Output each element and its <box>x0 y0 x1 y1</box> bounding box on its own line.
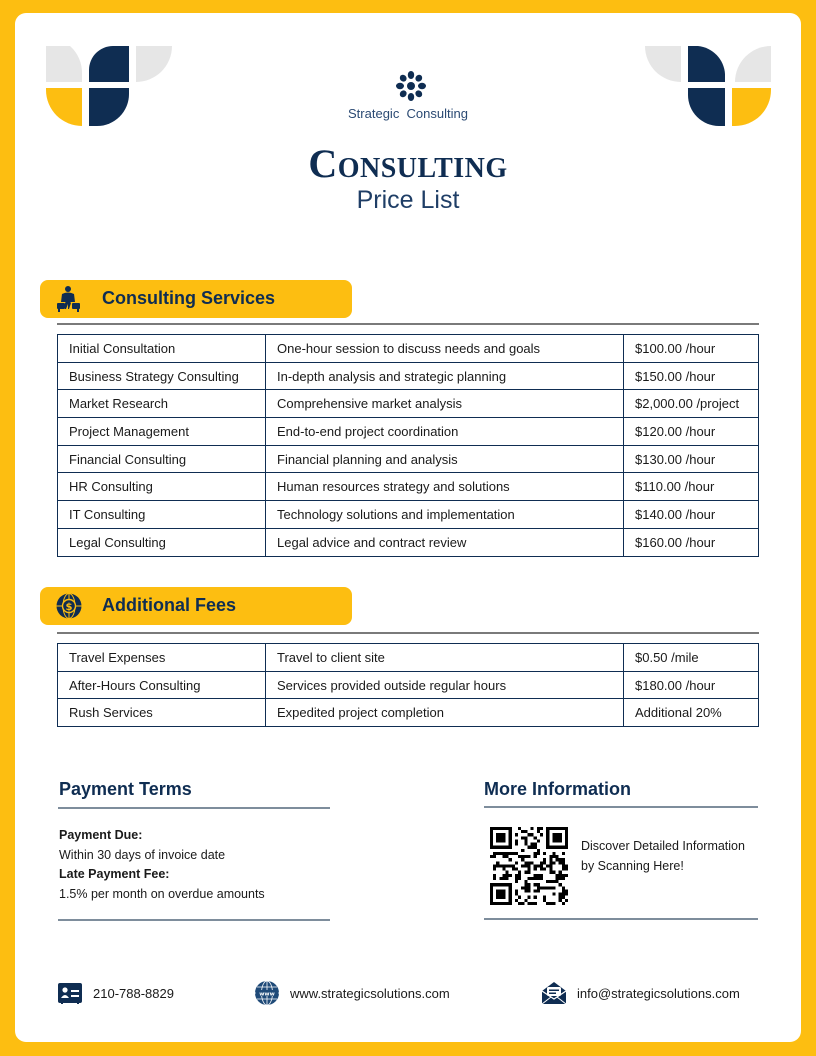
decorative-leaf-shapes-right <box>643 44 773 130</box>
service-name-cell: Project Management <box>58 418 266 446</box>
person-at-desk-icon <box>55 285 83 313</box>
description-cell: Legal advice and contract review <box>266 528 624 556</box>
table-row <box>58 671 759 699</box>
price-cell: $140.00 /hour <box>624 501 759 529</box>
service-name-cell: Rush Services <box>58 699 266 727</box>
phone-number[interactable]: 210-788-8829 <box>93 985 174 1001</box>
services-table <box>57 334 759 557</box>
service-name-cell: IT Consulting <box>58 501 266 529</box>
svg-text:$: $ <box>65 602 73 613</box>
description-cell: Expedited project completion <box>266 699 624 727</box>
section-title: Consulting Services <box>102 288 276 308</box>
payment-terms-divider-top <box>58 807 330 809</box>
contact-card-icon <box>57 980 83 1006</box>
service-name-cell: Market Research <box>58 390 266 418</box>
service-name-cell: Travel Expenses <box>58 644 266 672</box>
section-header-consulting-services <box>40 280 352 318</box>
table-row <box>58 390 759 418</box>
service-name-cell: Business Strategy Consulting <box>58 362 266 390</box>
open-envelope-icon <box>541 980 567 1006</box>
table-row <box>58 644 759 672</box>
payment-due-value: Within 30 days of invoice date <box>59 847 226 862</box>
service-name-cell: Legal Consulting <box>58 528 266 556</box>
description-cell: Human resources strategy and solutions <box>266 473 624 501</box>
website-link[interactable]: www.strategicsolutions.com <box>290 985 450 1001</box>
decorative-leaf-shapes-left <box>44 44 174 130</box>
description-cell: Travel to client site <box>266 644 624 672</box>
description-cell: In-depth analysis and strategic planning <box>266 362 624 390</box>
table-row <box>58 699 759 727</box>
service-name-cell: HR Consulting <box>58 473 266 501</box>
service-name-cell: Initial Consultation <box>58 335 266 363</box>
brand-name: Strategic Consulting <box>348 106 468 121</box>
table-row <box>58 501 759 529</box>
table-row <box>58 335 759 363</box>
section-divider <box>57 632 759 634</box>
table-row <box>58 362 759 390</box>
description-cell: Comprehensive market analysis <box>266 390 624 418</box>
section-header-additional-fees <box>40 587 352 625</box>
description-cell: Financial planning and analysis <box>266 445 624 473</box>
price-cell: $120.00 /hour <box>624 418 759 446</box>
dollar-globe-icon <box>55 592 83 620</box>
more-info-divider-top <box>484 806 758 808</box>
price-cell: $0.50 /mile <box>624 644 759 672</box>
description-cell: Services provided outside regular hours <box>266 671 624 699</box>
price-cell: $150.00 /hour <box>624 362 759 390</box>
price-cell: $2,000.00 /project <box>624 390 759 418</box>
price-cell: $110.00 /hour <box>624 473 759 501</box>
table-row <box>58 473 759 501</box>
footer-email <box>541 980 740 1006</box>
description-cell: One-hour session to discuss needs and goals <box>266 335 624 363</box>
table-row <box>58 528 759 556</box>
qr-code[interactable] <box>490 827 568 905</box>
page-title: Consulting <box>308 141 508 186</box>
price-cell: $160.00 /hour <box>624 528 759 556</box>
service-name-cell: Financial Consulting <box>58 445 266 473</box>
email-link[interactable]: info@strategicsolutions.com <box>577 985 740 1001</box>
page-subtitle: Price List <box>356 186 460 214</box>
late-fee-label: Late Payment Fee: <box>59 867 170 881</box>
payment-due-label: Payment Due: <box>59 828 143 842</box>
footer-website <box>254 980 450 1006</box>
svg-text:www: www <box>259 991 275 998</box>
flower-icon <box>395 70 427 102</box>
late-fee-value: 1.5% per month on overdue amounts <box>59 886 265 901</box>
price-cell: Additional 20% <box>624 699 759 727</box>
payment-terms-heading: Payment Terms <box>59 779 192 799</box>
service-name-cell: After-Hours Consulting <box>58 671 266 699</box>
description-cell: Technology solutions and implementation <box>266 501 624 529</box>
price-cell: $100.00 /hour <box>624 335 759 363</box>
more-information-heading: More Information <box>484 779 631 799</box>
www-globe-icon <box>254 980 280 1006</box>
price-cell: $130.00 /hour <box>624 445 759 473</box>
price-cell: $180.00 /hour <box>624 671 759 699</box>
payment-terms-divider-bottom <box>58 919 330 921</box>
table-row <box>58 418 759 446</box>
table-row <box>58 445 759 473</box>
section-divider <box>57 323 759 325</box>
description-cell: End-to-end project coordination <box>266 418 624 446</box>
more-info-text: Discover Detailed Information by Scanning Here! <box>581 839 745 873</box>
payment-terms-body <box>59 826 265 904</box>
section-title: Additional Fees <box>102 595 237 615</box>
fees-table <box>57 643 759 727</box>
more-info-divider-bottom <box>484 918 758 920</box>
footer-phone <box>57 980 174 1006</box>
